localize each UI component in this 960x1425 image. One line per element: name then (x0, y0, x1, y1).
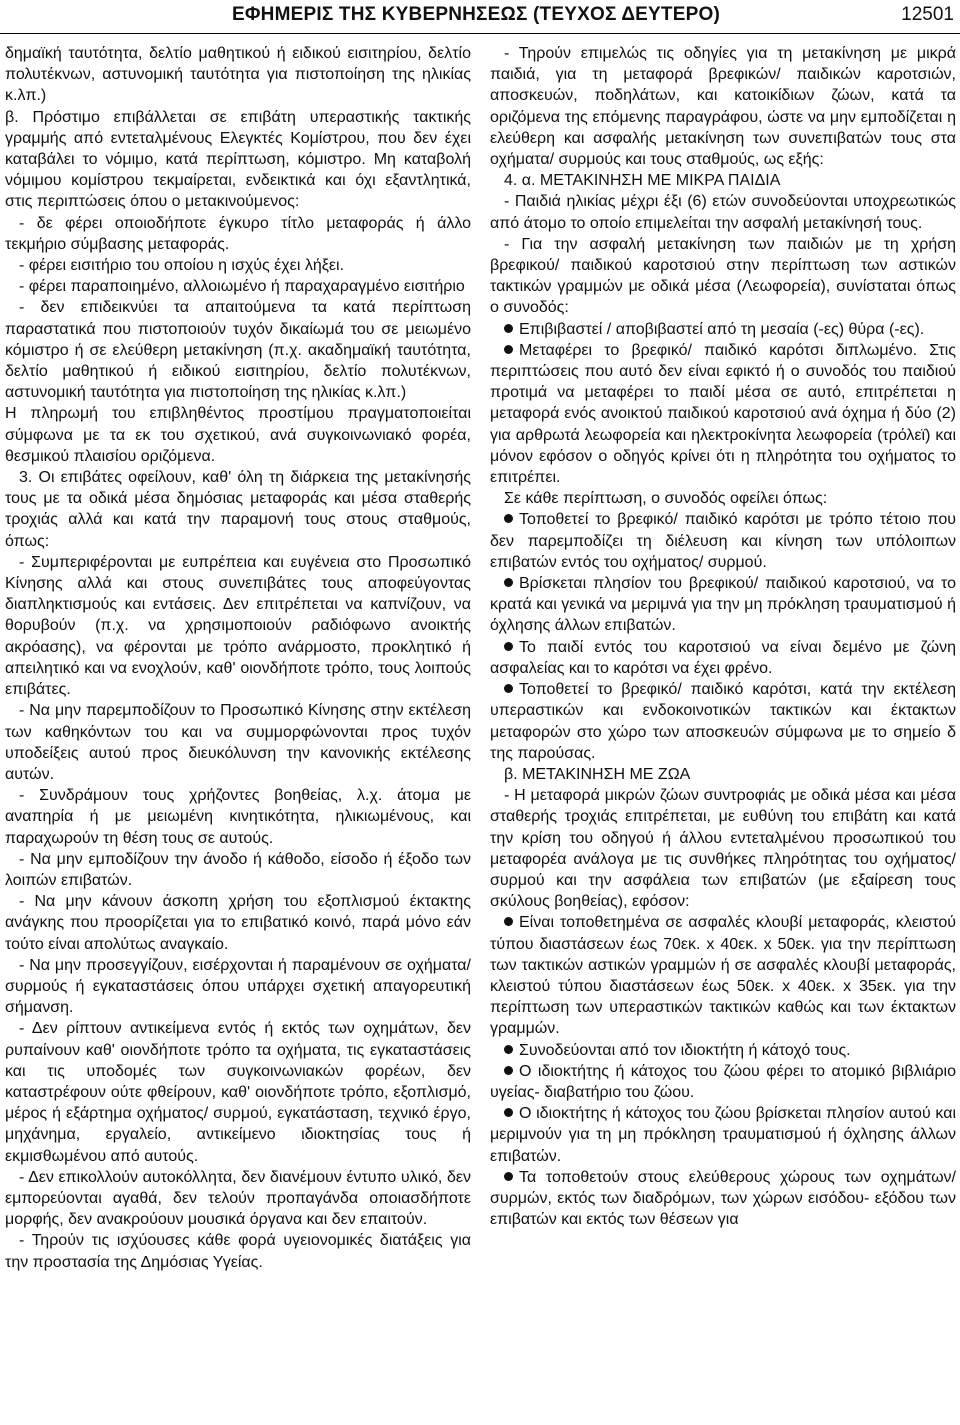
paragraph (490, 340, 956, 488)
paragraph (5, 276, 471, 297)
paragraph-text: - Να μην κάνουν άσκοπη χρήση του εξοπλισμού έκτακτης ανάγκης που προορίζεται για το επιβατικό κοινό, παρά μόνο εάν τούτο είναι απολύτως αναγκαίο. (5, 893, 471, 953)
bullet-icon (504, 324, 513, 333)
paragraph (5, 552, 471, 700)
paragraph-text: - Να μην εμποδίζουν την άνοδο ή κάθοδο, είσοδο ή έξοδο των λοιπών επιβατών. (5, 850, 471, 889)
bullet-icon (504, 1066, 513, 1075)
paragraph-text: - δεν επιδεικνύει τα απαιτούμενα τα κατά περίπτωση παραστατικά που πιστοποιούν τυχόν δικαίωμά του σε μειωμένο κόμιστρο ή σε ελεύθερη μετακίνηση (π.χ. ακαδημαϊκή ταυτότητα, δελτίο μαθητικού ή ειδικού εισιτηρίου, δελτίο πολυτέκνων, αστυνομική ταυτότητα για πιστοποίηση της ηλικίας κ.λπ.) (5, 299, 471, 402)
paragraph-text: Η πληρωμή του επιβληθέντος προστίμου πραγματοποιείται σύμφωνα με τα εκ του σχετικού, ανά συγκοινωνιακό φορέα, θεσμικού πλαισίου οριζόμενα. (5, 405, 471, 465)
paragraph (490, 679, 956, 764)
paragraph (490, 509, 956, 573)
paragraph-text: 4. α. ΜΕΤΑΚΙΝΗΣΗ ΜΕ ΜΙΚΡΑ ΠΑΙΔΙΑ (504, 172, 781, 190)
paragraph (490, 785, 956, 912)
paragraph-text: Ο ιδιοκτήτης ή κάτοχος του ζώου βρίσκεται πλησίον αυτού και μεριμνούν για τη μη πρόκληση τραυματισμού ή όχλησης άλλων επιβατών. (490, 1105, 956, 1165)
paragraph-text: Είναι τοποθετημένα σε ασφαλές κλουβί μεταφοράς, κλειστού τύπου διαστάσεων έως 70εκ. x 40εκ. x 50εκ. για την περίπτωση των τακτικών αστικών γραμμών ή σε ασφαλές κλουβί μεταφοράς, κλειστού τύπου διαστάσεων έως 50εκ. x 40εκ. x 35εκ. για την περίπτωση των υπεραστικών τακτικών καθώς και των έκτακτων γραμμών. (490, 914, 956, 1038)
paragraph-text: - Συνδράμουν τους χρήζοντες βοηθείας, λ.χ. άτομα με αναπηρία ή με μειωμένη κινητικότητα, ηλικιωμένους, και παραχωρούν τη θέση τους σε αυτούς. (5, 787, 471, 847)
right-column (490, 43, 956, 1421)
paragraph (5, 297, 471, 403)
bullet-icon (504, 1172, 513, 1181)
paragraph (490, 170, 956, 191)
paragraph (490, 1040, 956, 1061)
paragraph (5, 403, 471, 467)
paragraph (5, 700, 471, 785)
paragraph-text: - Τηρούν τις ισχύουσες κάθε φορά υγειονομικές διατάξεις για την προστασία της Δημόσιας Υγείας. (5, 1232, 471, 1271)
paragraph (490, 764, 956, 785)
paragraph-text: - Να μην προσεγγίζουν, εισέρχονται ή παραμένουν σε οχήματα/ συρμούς ή εγκαταστάσεις όπου υπάρχει σχετική απαγορευτική σήμανση. (5, 956, 471, 1017)
paragraph (490, 1103, 956, 1167)
bullet-icon (504, 578, 513, 587)
paragraph (490, 191, 956, 233)
paragraph-text: 3. Οι επιβάτες οφείλουν, καθ' όλη τη διάρκεια της μετακίνησής τους με τα οδικά μέσα δημόσιας μεταφοράς και μέσα σταθερής τροχιάς αλλά και κατά την παραμονή τους στους σταθμούς, όπως: (5, 469, 471, 550)
paragraph-text: Συνοδεύονται από τον ιδιοκτήτη ή κάτοχό τους. (519, 1041, 851, 1059)
paragraph-text: - φέρει εισιτήριο του οποίου η ισχύς έχει λήξει. (19, 257, 345, 275)
paragraph-text: - Η μεταφορά μικρών ζώων συντροφιάς με οδικά μέσα και μέσα σταθερής τροχιάς επιτρέπεται, με ευθύνη του επιβάτη και κατά την κρίση του οδηγού ή άλλου εντεταλμένου προσωπικού του μεταφορέα ανάλογα με τις συνθήκες πληρότητας του οχήματος/ συρμού και την ασφάλεια των επιβατών (με εξαίρεση τους σκύλους βοηθείας), εφόσον: (490, 787, 956, 911)
paragraph (490, 912, 956, 1039)
paragraph (5, 255, 471, 276)
paragraph (5, 785, 471, 849)
bullet-icon (504, 1045, 513, 1054)
paragraph-text: Το παιδί εντός του καροτσιού να είναι δεμένο με ζώνη ασφαλείας και το καρότσι να έχει φρένο. (490, 638, 956, 677)
paragraph-text: - Δεν επικολλούν αυτοκόλλητα, δεν διανέμουν έντυπο υλικό, δεν εμπορεύονται αγαθά, δεν τελούν προπαγάνδα οποιασδήποτε μορφής, δεν ανακρούουν μουσικά όργανα και δεν επαιτούν. (5, 1168, 471, 1229)
paragraph-text: Μεταφέρει το βρεφικό/ παιδικό καρότσι διπλωμένο. Στις περιπτώσεις που αυτό δεν είναι εφικτό ή ο συνοδός του παιδιού προτιμά να μεταφέρει το παιδί μέσα σε αυτό, επιτρέπεται η μεταφορά ενός ανοικτού παιδικού καροτσιού ανά όχημα ή δύο (2) για αρθρωτά λεωφορεία και ηλεκτροκίνητα λεωφορεία (τρόλεϊ) και μόνον εφόσον ο οδηγός κρίνει ότι η πληρότητα του οχήματος το επιτρέπει. (490, 341, 956, 487)
paragraph-text: β. Πρόστιμο επιβάλλεται σε επιβάτη υπεραστικής τακτικής γραμμής από εντεταλμένους Ελεγκτές Κομίστρου, που δεν έχει καταβάλει το νόμιμο, κατά περίπτωση, κόμιστρο. Μη καταβολή νόμιμου κομίστρου τεκμαίρεται, ενδεικτικά και όχι εξαντλητικά, στις περιπτώσεις όπου ο μετακινούμενος: (5, 108, 471, 211)
paragraph (5, 467, 471, 552)
paragraph-text: - Τηρούν επιμελώς τις οδηγίες για τη μετακίνηση με μικρά παιδιά, για τη μεταφορά βρεφικών/ παιδικών καροτσιών, αποσκευών, ποδηλάτων, και κατοικίδιων ζώων, κατά τα οριζόμενα της επόμενης παραγράφου, ώστε να μην εμποδίζεται η ελεύθερη και ασφαλής μετακίνηση των συνεπιβατών τους στα οχήματα/ συρμούς και τους σταθμούς, ως εξής: (490, 45, 956, 169)
paragraph (5, 1167, 471, 1231)
paragraph (490, 43, 956, 170)
left-column (5, 43, 471, 1421)
paragraph (5, 891, 471, 955)
bullet-icon (504, 1108, 513, 1117)
paragraph-text: Σε κάθε περίπτωση, ο συνοδός οφείλει όπως: (504, 490, 828, 508)
paragraph-text: Τοποθετεί το βρεφικό/ παιδικό καρότσι με τρόπο τέτοιο που δεν παρεμποδίζει τη διέλευση και κίνηση των υπόλοιπων επιβατών εντός του οχήματος/ συρμού. (490, 511, 956, 571)
paragraph (5, 107, 471, 213)
paragraph-text: Τοποθετεί το βρεφικό/ παιδικό καρότσι, κατά την εκτέλεση υπεραστικών και ενδοκοινοτικών τακτικών και έκτακτων μεταφορών στο χώρο των αποσκευών σύμφωνα με το σημείο δ της παρούσας. (490, 681, 956, 762)
paragraph-text: δημαϊκή ταυτότητα, δελτίο μαθητικού ή ειδικού εισιτηρίου, δελτίο πολυτέκνων, αστυνομική ταυτότητα για πιστοποίηση της ηλικίας κ.λπ.) (5, 45, 471, 105)
paragraph-text: β. ΜΕΤΑΚΙΝΗΣΗ ΜΕ ΖΩΑ (504, 765, 691, 783)
paragraph (490, 319, 956, 340)
paragraph-text: - Δεν ρίπτουν αντικείμενα εντός ή εκτός των οχημάτων, δεν ρυπαίνουν καθ' οιονδήποτε τρόπο τα οχήματα, τις εγκαταστάσεις και τις υποδομές των συγκοινωνιακών φορέων, δεν καταστρέφουν ούτε φθείρουν, καθ' οιονδήποτε τρόπο, εξοπλισμό, μέρος ή εξάρτημα οχήματος/ συρμού, εγκατάσταση, τεχνικό έργο, μηχάνημα, εργαλείο, αντικείμενο ιδιοκτησίας τους ή εκμισθωμένου από αυτούς. (5, 1020, 471, 1165)
paragraph (5, 213, 471, 255)
paragraph (490, 1167, 956, 1231)
paragraph-text: - Για την ασφαλή μετακίνηση των παιδιών με τη χρήση βρεφικού/ παιδικού καροτσιού στην περίπτωση των αστικών τακτικών γραμμών με οδικά μέσα (Λεωφορεία), συνίσταται όπως ο συνοδός: (490, 235, 956, 317)
paragraph-text: Ο ιδιοκτήτης ή κάτοχος του ζώου φέρει το ατομικό βιβλιάριο υγείας- διαβατήριο του ζώου. (490, 1062, 956, 1101)
page-number: 12501 (901, 4, 954, 25)
paragraph (490, 573, 956, 637)
gazette-title: ΕΦΗΜΕΡΙΣ ΤΗΣ ΚΥΒΕΡΝΗΣΕΩΣ (ΤΕΥΧΟΣ ΔΕΥΤΕΡΟ) (232, 4, 720, 25)
paragraph-text: Βρίσκεται πλησίον του βρεφικού/ παιδικού καροτσιού, να το κρατά και γενικά να μεριμνά για την μη πρόκληση τραυματισμού ή όχλησης άλλων επιβατών. (490, 575, 956, 635)
paragraph (490, 637, 956, 679)
paragraph (5, 849, 471, 891)
paragraph (490, 234, 956, 319)
paragraph (5, 1018, 471, 1166)
paragraph (5, 43, 471, 107)
paragraph-text: - φέρει παραποιημένο, αλλοιωμένο ή παραχαραγμένο εισιτήριο (19, 278, 465, 296)
paragraph-text: Επιβιβαστεί / αποβιβαστεί από τη μεσαία (-ες) θύρα (-ες). (519, 320, 925, 338)
bullet-icon (504, 514, 513, 523)
paragraph-text: - Παιδιά ηλικίας μέχρι έξι (6) ετών συνοδεύονται υποχρεωτικώς από άτομο το οποίο επιμελείται την ασφαλή μετακίνησή τους. (490, 193, 956, 232)
bullet-icon (504, 684, 513, 693)
bullet-icon (504, 642, 513, 651)
paragraph (5, 1230, 471, 1272)
page-header (0, 0, 960, 34)
paragraph (490, 488, 956, 509)
paragraph-text: Τα τοποθετούν στους ελεύθερους χώρους των οχημάτων/ συρμών, εκτός των διαδρόμων, των χώρων εισόδου- εξόδου των επιβατών και εκτός των θέσεων για (490, 1168, 956, 1229)
paragraph-text: - Συμπεριφέρονται με ευπρέπεια και ευγένεια στο Προσωπικό Κίνησης αλλά και στους συνεπιβάτες τους αποφεύγοντας διαπληκτισμούς και εντάσεις. Δεν επιτρέπεται να καπνίζουν, να θορυβούν (π.χ. να χρησιμοποιούν ραδιόφωνο ανοικτής ακρόασης), να φέρονται με τρόπο ανάρμοστο, προκλητικό ή απειλητικό και να ενοχλούν, καθ' οιονδήποτε τρόπο, τους λοιπούς επιβάτες. (5, 553, 471, 699)
paragraph (490, 1061, 956, 1103)
bullet-icon (504, 917, 513, 926)
paragraph-text: - Να μην παρεμποδίζουν το Προσωπικό Κίνησης στην εκτέλεση των καθηκόντων του και να συμμορφώνονται προς τυχόν υποδείξεις αυτού προς διευκόλυνση την κανονικής εκτέλεσης αυτών. (5, 702, 471, 783)
bullet-icon (504, 345, 513, 354)
paragraph (5, 955, 471, 1019)
paragraph-text: - δε φέρει οποιοδήποτε έγκυρο τίτλο μεταφοράς ή άλλο τεκμήριο σύμβασης μεταφοράς. (5, 214, 471, 253)
